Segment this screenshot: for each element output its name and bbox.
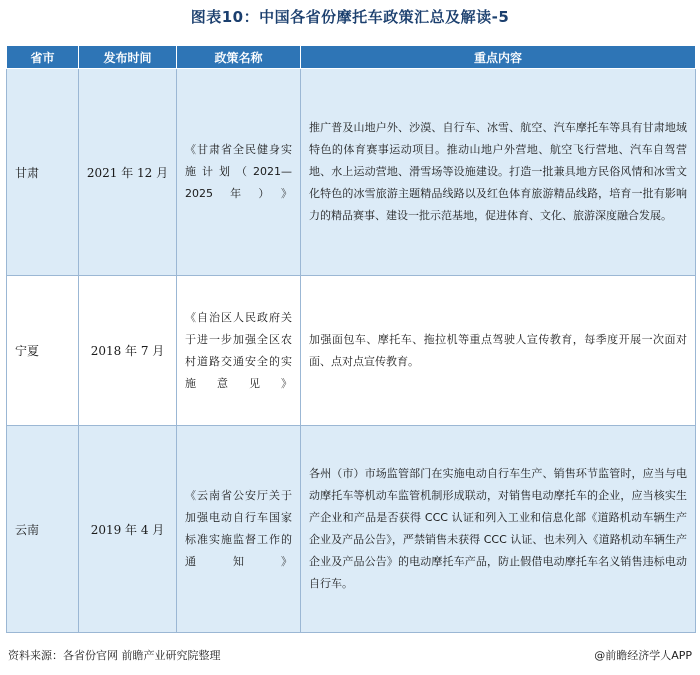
chart-title: 图表10：中国各省份摩托车政策汇总及解读-5 — [190, 8, 510, 26]
cell-policy: 《自治区人民政府关于进一步加强全区农村道路交通安全的实施意见》 — [177, 276, 301, 426]
header-date: 发布时间 — [79, 46, 177, 69]
header-province: 省市 — [7, 46, 79, 69]
policy-table — [6, 45, 696, 633]
header-content: 重点内容 — [301, 46, 696, 69]
source-note: 资料来源：各省份官网 前瞻产业研究院整理 — [8, 649, 221, 662]
table-header-row — [7, 46, 696, 69]
cell-province: 甘肃 — [7, 69, 79, 276]
table-row — [7, 276, 696, 426]
brand-credit: @前瞻经济学人APP — [594, 649, 692, 662]
cell-content: 推广普及山地户外、沙漠、自行车、冰雪、航空、汽车摩托车等具有甘肃地域特色的体育赛事运动项目。推动山地户外营地、航空飞行营地、汽车自驾营地、水上运动营地、滑雪场等设施建设。打造一批兼具地方民俗风情和冰雪文化特色的冰雪旅游主题精品线路以及红色体育旅游精品线路，培育一批有影响力的精品赛事、建设一批示范基地，促进体育、文化、旅游深度融合发展。 — [301, 69, 696, 276]
header-policy: 政策名称 — [177, 46, 301, 69]
cell-content: 加强面包车、摩托车、拖拉机等重点驾驶人宣传教育，每季度开展一次面对面、点对点宣传教育。 — [301, 276, 696, 426]
cell-content: 各州（市）市场监管部门在实施电动自行车生产、销售环节监管时，应当与电动摩托车等机动车监管机制形成联动，对销售电动摩托车的企业，应当核实生产企业和产品是否获得 CCC 认证和列入工业和信息化部《道路机动车辆生产企业及产品公告》，严禁销售未获得 CCC 认证、也未列入《道路机动车辆生产企业及产品公告》的电动摩托车产品，防止假借电动摩托车名义销售违标电动自行车。 — [301, 426, 696, 633]
cell-policy: 《云南省公安厅关于加强电动自行车国家标准实施监督工作的通知》 — [177, 426, 301, 633]
table-row — [7, 69, 696, 276]
cell-date: 2018 年 7 月 — [79, 276, 177, 426]
cell-date: 2021 年 12 月 — [79, 69, 177, 276]
cell-policy: 《甘肃省全民健身实施计划（2021—2025年）》 — [177, 69, 301, 276]
table-row — [7, 426, 696, 633]
cell-date: 2019 年 4 月 — [79, 426, 177, 633]
cell-province: 宁夏 — [7, 276, 79, 426]
cell-province: 云南 — [7, 426, 79, 633]
